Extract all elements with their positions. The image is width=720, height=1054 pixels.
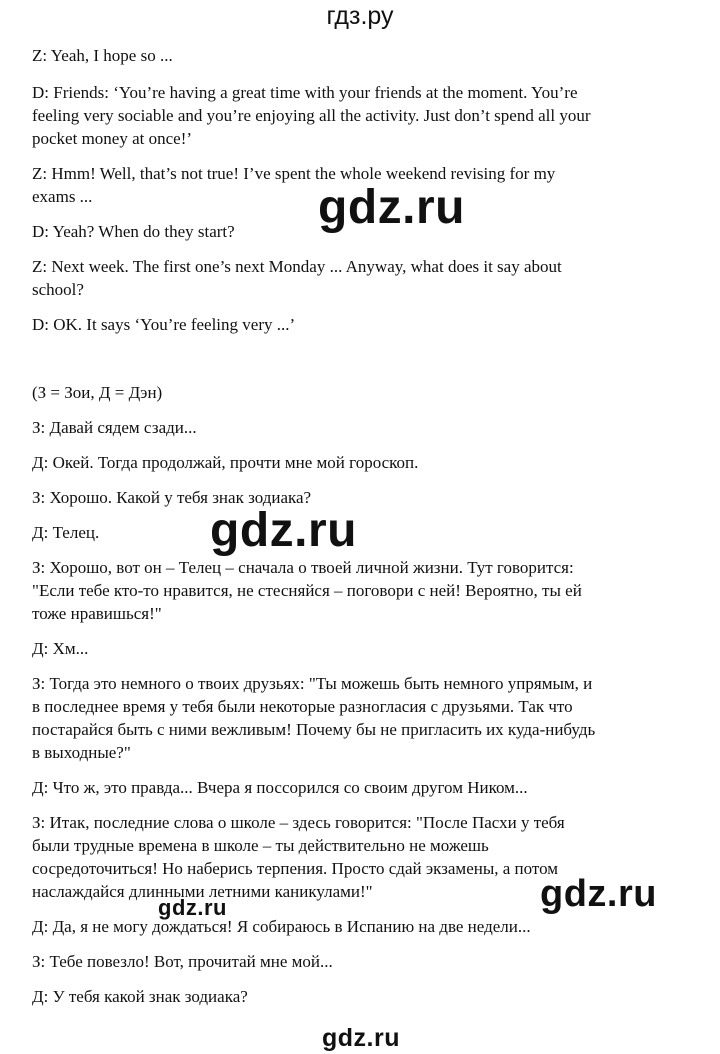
- text-line: D: OK. It says ‘You’re feeling very ...’: [32, 315, 296, 334]
- text-line: Z: Yeah, I hope so ...: [32, 46, 173, 65]
- text-line: Д: Что ж, это правда... Вчера я поссорился со своим другом Ником...: [32, 778, 528, 797]
- text-line: наслаждайся длинными летними каникулами!": [32, 882, 373, 901]
- text-line: Z: Next week. The first one’s next Monday ... Anyway, what does it say about: [32, 257, 562, 276]
- text-line: feeling very sociable and you’re enjoying all the activity. Just don’t spend all your: [32, 106, 591, 125]
- text-line: "Если тебе кто-то нравится, не стесняйся – поговори с ней! Вероятно, ты ей: [32, 581, 582, 600]
- watermark: gdz.ru: [158, 895, 227, 920]
- text-line: З: Тогда это немного о твоих друзьях: "Ты можешь быть немного упрямым, и: [32, 674, 593, 693]
- watermark: gdz.ru: [210, 504, 357, 557]
- footer-watermark: gdz.ru: [322, 1024, 400, 1052]
- text-line: З: Итак, последние слова о школе – здесь говорится: "После Пасхи у тебя: [32, 813, 565, 832]
- text-line: Z: Hmm! Well, that’s not true! I’ve spent the whole weekend revising for my: [32, 164, 556, 183]
- text-line: Д: Окей. Тогда продолжай, прочти мне мой гороскоп.: [32, 453, 419, 472]
- text-line: pocket money at once!’: [32, 129, 193, 148]
- text-line: в выходные?": [32, 743, 131, 762]
- text-line: З: Хорошо. Какой у тебя знак зодиака?: [32, 488, 312, 507]
- text-line: D: Yeah? When do they start?: [32, 222, 235, 241]
- text-line: school?: [32, 280, 84, 299]
- text-line: постарайся быть с ними вежливым! Почему бы не пригласить их куда-нибудь: [32, 720, 596, 739]
- watermark: gdz.ru: [318, 181, 465, 234]
- text-line: Д: Да, я не могу дождаться! Я собираюсь в Испанию на две недели...: [32, 917, 531, 936]
- text-line: Д: У тебя какой знак зодиака?: [32, 987, 248, 1006]
- text-line: тоже нравишься!": [32, 604, 162, 623]
- text-line: D: Friends: ‘You’re having a great time with your friends at the moment. You’re: [32, 83, 578, 102]
- text-line: в последнее время у тебя были некоторые разногласия с друзьями. Так что: [32, 697, 573, 716]
- text-line: З: Тебе повезло! Вот, прочитай мне мой...: [32, 952, 333, 971]
- text-line: были трудные времена в школе – ты действительно не можешь: [32, 836, 489, 855]
- text-line: Д: Хм...: [32, 639, 89, 658]
- site-header: гдз.ру: [326, 2, 394, 30]
- text-line: З: Давай сядем сзади...: [32, 418, 197, 437]
- text-line: сосредоточиться! Но наберись терпения. Просто сдай экзамены, а потом: [32, 859, 559, 878]
- text-line: З: Хорошо, вот он – Телец – сначала о твоей личной жизни. Тут говорится:: [32, 558, 574, 577]
- text-line: exams ...: [32, 187, 93, 206]
- text-line: (З = Зои, Д = Дэн): [32, 383, 163, 402]
- text-line: Д: Телец.: [32, 523, 100, 542]
- watermark: gdz.ru: [540, 873, 657, 915]
